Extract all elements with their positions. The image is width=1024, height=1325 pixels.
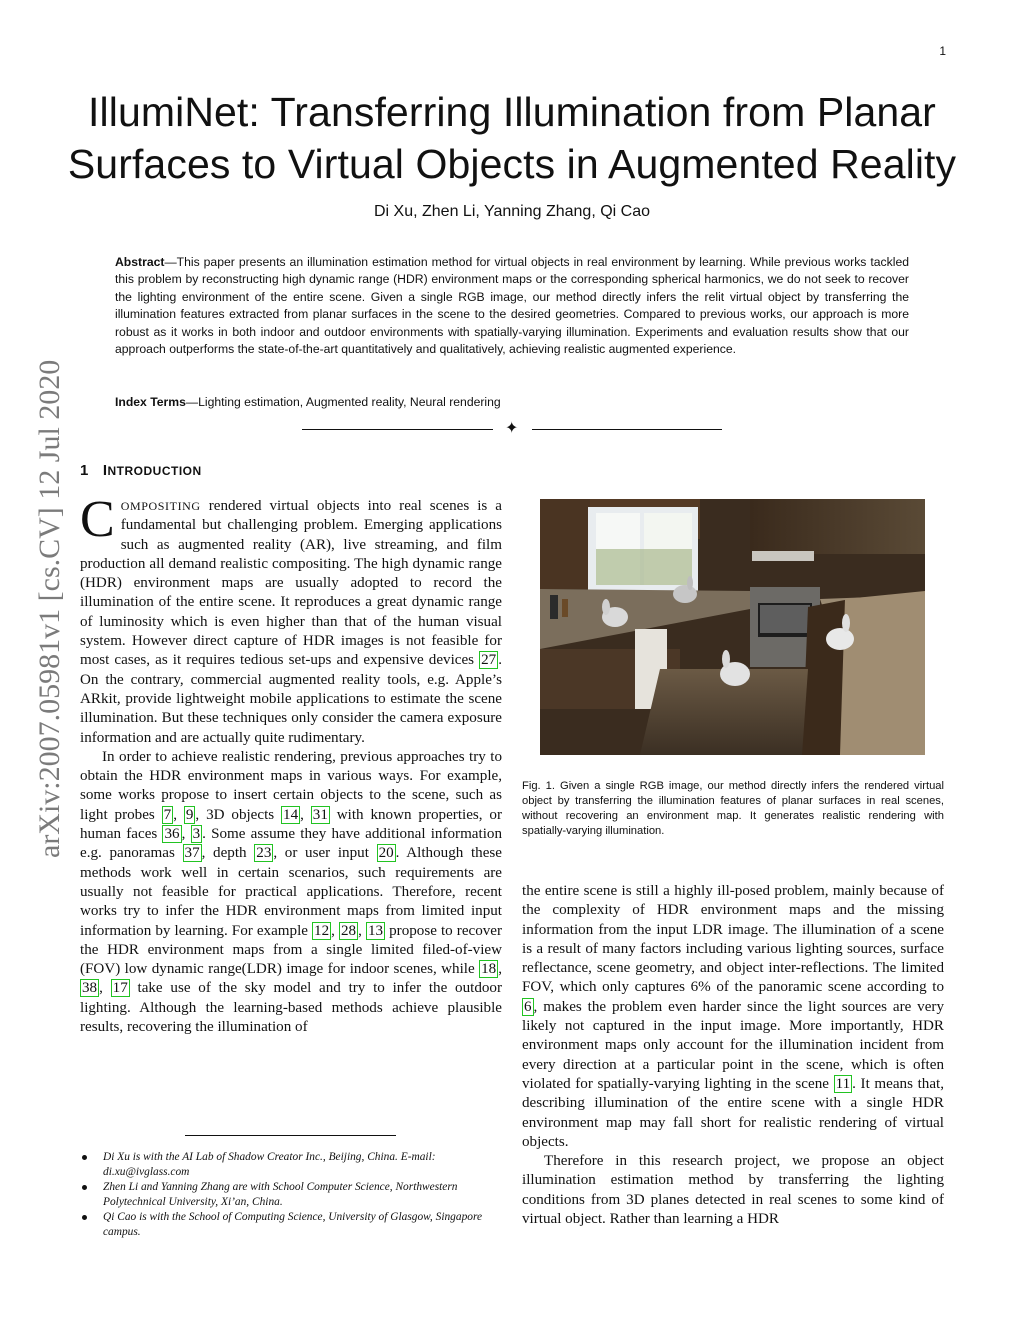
index-terms-text: —Lighting estimation, Augmented reality, Neural rendering [185, 395, 501, 409]
window-greenery [596, 549, 692, 585]
citation-link[interactable]: 28 [341, 922, 357, 939]
footnote-item: Qi Cao is with the School of Computing Science, University of Glasgow, Singapore campus. [80, 1210, 502, 1239]
footnote-item: Zhen Li and Yanning Zhang are with School Computer Science, Northwestern Polytechnical University, Xi’an, China. [80, 1180, 502, 1209]
citation-link[interactable]: 12 [314, 922, 330, 939]
intro-paragraph-4: Therefore in this research project, we propose an object illumination estimation method by transferring the lighting conditions from 3D planes detected in real scenes to some kind of virtual object. Rather than learning a HDR [522, 1153, 944, 1228]
body-text: , depth [201, 845, 255, 862]
citation-link[interactable]: 20 [378, 845, 394, 862]
citation-link[interactable]: 6 [524, 998, 532, 1015]
bunny-island-ear [842, 614, 850, 632]
index-terms-label: Index Terms [115, 395, 186, 409]
citation-link[interactable]: 3 [192, 826, 201, 843]
abstract [115, 254, 909, 358]
body-text: . Some assume they have additional information e.g. panoramas [80, 826, 502, 862]
body-text: , makes the problem even harder since the light sources are very likely not captured in the input image. More importantly, HDR environment maps only account for the illumination incident from every direction at a particular point in the scene, which is often violated for spatially-varying lighting in the scene [522, 998, 944, 1092]
paper-title [60, 86, 964, 190]
body-text: , [331, 922, 339, 939]
body-text: propose to recover the HDR environment maps from a single limited filed-of-view (FOV) low dynamic range(LDR) image for indoor scenes, while [80, 922, 503, 978]
bunny-island [826, 628, 854, 650]
abstract-text: —This paper presents an illumination estimation method for virtual objects in real environment by learning. While previous works tackled this problem by reconstructing high dynamic range (HDR) environment maps or the corresponding spherical harmonics, we do not seek to recover the lighting environment of the entire scene. Given a single RGB image, our method directly infers the relit virtual object by transferring the illumination features extracted from planar surfaces in the scene to the desired geometries. Compared to previous works, our approach is more robust as it works in both indoor and outdoor environments with spatially-varying illumination. Experiments and evaluation results show that our approach outperforms the state-of-the-art quantitatively and qualitatively, achieving realistic augmented experience. [115, 255, 909, 357]
citation-link[interactable]: 7 [163, 806, 172, 823]
page-number: 1 [939, 44, 946, 58]
bunny-window [673, 585, 697, 603]
citation-link[interactable]: 14 [283, 806, 299, 823]
separator-ornament-icon: ✦ [505, 420, 519, 437]
body-text: In order to achieve realistic rendering, previous approaches try to obtain the HDR environment maps in various ways. For example, some works propose to insert certain objects to the scene, such as light probes [80, 748, 502, 823]
footnote-rule [185, 1135, 396, 1136]
body-text: , [181, 826, 191, 843]
body-text: . On the contrary, commercial augmented reality tools, e.g. Apple’s ARkit, provide lightweight mobile applications to estimate the scene illumination. But these techniques only consider the camera exposure information and are actually quite rudimentary. [80, 652, 502, 746]
arxiv-identifier-stamp: arXiv:2007.05981v1 [cs.CV] 12 Jul 2020 [33, 359, 66, 858]
intro-paragraph-2 [80, 748, 502, 1037]
abstract-label: Abstract [115, 255, 165, 269]
upper-cabinet-left [540, 499, 590, 589]
range-hood [752, 551, 814, 561]
footnote-item: Di Xu is with the AI Lab of Shadow Creator Inc., Beijing, China. E-mail: di.xu@ivglass.com [80, 1150, 502, 1179]
body-text: , [358, 922, 366, 939]
citation-link[interactable]: 27 [481, 652, 497, 669]
body-text: , [99, 980, 111, 997]
title-line-1: IllumiNet: Transferring Illumination from Planar [88, 89, 936, 135]
bunny-window-ear [687, 576, 693, 590]
body-text: , [498, 961, 502, 978]
author-list: Di Xu, Zhen Li, Yanning Zhang, Qi Cao [373, 203, 650, 220]
body-text: rendered virtual objects into real scenes is a fundamental but challenging problem. Emerging applications such as augmented reality (AR), live streaming, and film production all demand realistic compositing. The high dynamic range (HDR) environment maps are usually adopted to record the illumination of the entire scene. It reproduces a great dynamic range of luminosity which is even higher than that of the human visual system. However direct capture of HDR images is not feasible for most cases, as it requires tedious set-ups and expensive devices [80, 498, 502, 669]
footnotes [80, 1150, 502, 1241]
body-text: with known properties, or human faces [80, 806, 503, 843]
intro-paragraph-1 [80, 491, 502, 748]
bunny-sink-ear [602, 599, 610, 615]
body-text: the entire scene is still a highly ill-posed problem, mainly because of the complexity of HDR environment maps and the missing information from the input LDR image. The illumination of a scene is a result of many factors including various lighting sources, surface reflectance, scene geometry, and object inter-reflections. The limited FOV, which only captures 6% of the panoramic scene according to [522, 883, 944, 996]
citation-link[interactable]: 17 [112, 980, 128, 997]
intro-paragraph-3 [522, 882, 944, 1152]
figure-caption: Fig. 1. Given a single RGB image, our method directly infers the rendered virtual object by transferring the illumination features of planar surfaces in real scenes, without recovering an environment map. It generates realistic rendering with spatially-varying illumination. [522, 780, 944, 837]
index-terms [115, 395, 501, 409]
body-text: take use of the sky model and try to infer the outdoor lighting. Although the learning-based methods achieve plausible results, recovering the illumination of [80, 980, 503, 1036]
bunny-floor-ear [722, 650, 730, 668]
dropcap-letter: C [80, 491, 115, 548]
figure-kitchen-photo [540, 499, 925, 755]
section-heading [80, 462, 202, 479]
body-text: , 3D objects [195, 806, 282, 823]
island-top [840, 591, 925, 755]
title-line-2: Surfaces to Virtual Objects in Augmented Reality [67, 141, 957, 187]
citation-link[interactable]: 18 [481, 961, 497, 978]
right-column [522, 882, 944, 1229]
bottle [562, 599, 568, 617]
citation-link[interactable]: 13 [367, 922, 384, 939]
citation-link[interactable]: 38 [82, 980, 98, 997]
citation-link[interactable]: 11 [835, 1075, 851, 1092]
citation-link[interactable]: 9 [185, 806, 194, 823]
separator-rule-right [532, 429, 722, 430]
citation-link[interactable]: 37 [184, 845, 200, 862]
separator-rule-left [302, 429, 493, 430]
body-text: . Although these methods work well in certain scenarios, such requirements are usually not feasible for practical applications. Therefore, recent works try to infer the HDR environment maps from limited input information by learning. For example [80, 845, 502, 939]
citation-link[interactable]: 36 [164, 826, 180, 843]
upper-cabinet-right [750, 499, 925, 554]
citation-link[interactable]: 31 [312, 806, 328, 823]
citation-link[interactable]: 23 [256, 845, 272, 862]
body-text: , [173, 806, 184, 823]
body-text: , [300, 806, 311, 823]
body-text: . It means that, describing illumination of the entire scene with a single HDR environment map may fall short for realistic rendering of virtual objects. [522, 1075, 944, 1150]
body-text: , or user input [273, 845, 377, 862]
dropcap-smallcaps: OMPOSITING [120, 499, 201, 513]
bottle [550, 595, 558, 619]
oven-reflection [760, 605, 810, 633]
left-column [80, 491, 503, 1037]
section-number: 1 [80, 462, 89, 479]
section-title-rest: NTRODUCTION [107, 464, 202, 478]
section-title-initial: I [102, 462, 108, 479]
